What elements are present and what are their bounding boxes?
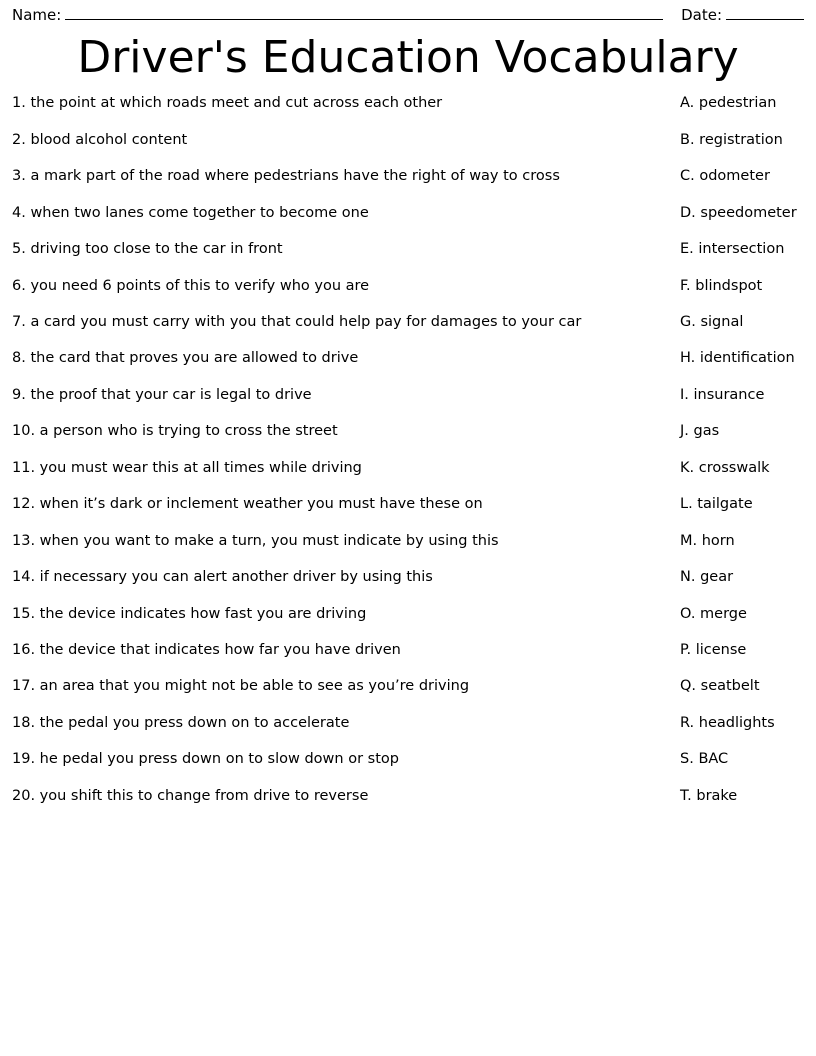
answer-item (680, 133, 804, 149)
answer-item (680, 424, 804, 440)
answer-item (680, 643, 804, 659)
answer-text: gear (700, 569, 734, 586)
answer-text: registration (699, 131, 783, 148)
answer-letter: G. (680, 314, 696, 331)
answer-text: blindspot (695, 277, 763, 294)
clue-text: the device indicates how fast you are driving (39, 605, 367, 622)
clue-number: 2. (12, 131, 26, 148)
clue-number: 8. (12, 350, 26, 367)
clue-item (12, 279, 672, 295)
answer-text: merge (700, 605, 747, 622)
answer-letter: N. (680, 569, 696, 586)
date-write-line[interactable] (726, 9, 804, 20)
clue-number: 10. (12, 423, 36, 440)
clue-item (12, 789, 672, 805)
answer-letter: H. (680, 350, 696, 367)
page-title: Driver's Education Vocabulary (77, 32, 739, 83)
answer-text: tailgate (697, 496, 753, 513)
answer-item (680, 242, 804, 258)
clue-number: 7. (12, 314, 26, 331)
answer-letter: K. (680, 459, 695, 476)
clue-number: 20. (12, 787, 36, 804)
clue-number: 9. (12, 386, 26, 403)
clue-item (12, 497, 672, 513)
clue-item (12, 351, 672, 367)
answer-item (680, 497, 804, 513)
clue-item (12, 96, 672, 112)
clue-number: 6. (12, 277, 26, 294)
answer-item (680, 169, 804, 185)
answer-text: crosswalk (698, 459, 770, 476)
clue-item (12, 242, 672, 258)
clue-number: 14. (12, 569, 36, 586)
answer-letter: D. (680, 204, 696, 221)
answer-text: intersection (698, 241, 785, 258)
answer-item (680, 351, 804, 367)
clue-text: the point at which roads meet and cut across each other (30, 95, 443, 112)
answer-letter: M. (680, 532, 698, 549)
answer-text: odometer (699, 168, 770, 185)
clue-item (12, 169, 672, 185)
clue-item (12, 643, 672, 659)
clue-number: 19. (12, 751, 36, 768)
clue-item (12, 133, 672, 149)
clue-text: he pedal you press down on to slow down or stop (39, 751, 399, 768)
clue-text: when it’s dark or inclement weather you must have these on (39, 496, 483, 513)
answer-letter: E. (680, 241, 694, 258)
clue-item (12, 679, 672, 695)
answer-item (680, 752, 804, 768)
clue-item (12, 388, 672, 404)
clue-number: 16. (12, 641, 36, 658)
answer-letter: B. (680, 131, 695, 148)
answer-text: identification (699, 350, 795, 367)
clue-item (12, 206, 672, 222)
clue-item (12, 315, 672, 331)
answer-item (680, 607, 804, 623)
answer-letter: S. (680, 751, 694, 768)
answer-item (680, 716, 804, 732)
clue-number: 3. (12, 168, 26, 185)
answer-item (680, 570, 804, 586)
worksheet-body (12, 96, 804, 825)
answer-item (680, 315, 804, 331)
clue-number: 18. (12, 714, 36, 731)
name-label: Name: (12, 6, 62, 24)
clue-text: a mark part of the road where pedestrians have the right of way to cross (30, 168, 560, 185)
clue-number: 17. (12, 678, 36, 695)
clue-text: if necessary you can alert another driver by using this (39, 569, 433, 586)
clue-item (12, 607, 672, 623)
answer-item (680, 206, 804, 222)
answer-item (680, 789, 804, 805)
clue-text: blood alcohol content (30, 131, 188, 148)
worksheet-header (12, 6, 804, 24)
answer-item (680, 679, 804, 695)
answer-item (680, 461, 804, 477)
answer-text: license (695, 641, 747, 658)
clue-text: a person who is trying to cross the street (39, 423, 338, 440)
answer-bank (672, 96, 804, 825)
answer-letter: L. (680, 496, 693, 513)
clue-item (12, 752, 672, 768)
clue-item (12, 534, 672, 550)
clue-number: 15. (12, 605, 36, 622)
answer-text: seatbelt (700, 678, 760, 695)
answer-text: speedometer (700, 204, 797, 221)
clue-text: you need 6 points of this to verify who you are (30, 277, 370, 294)
clue-text: driving too close to the car in front (30, 241, 283, 258)
clue-item (12, 424, 672, 440)
answer-letter: J. (680, 423, 689, 440)
clue-number: 12. (12, 496, 36, 513)
clue-number: 11. (12, 459, 36, 476)
answer-text: BAC (698, 751, 729, 768)
clue-text: when you want to make a turn, you must indicate by using this (39, 532, 499, 549)
answer-letter: O. (680, 605, 696, 622)
answer-item (680, 534, 804, 550)
answer-text: gas (693, 423, 720, 440)
name-write-line[interactable] (65, 9, 663, 20)
answer-text: horn (701, 532, 735, 549)
clue-item (12, 570, 672, 586)
answer-item (680, 388, 804, 404)
clue-text: the card that proves you are allowed to drive (30, 350, 359, 367)
clue-number: 5. (12, 241, 26, 258)
clue-text: the pedal you press down on to accelerate (39, 714, 350, 731)
clue-text: the device that indicates how far you have driven (39, 641, 401, 658)
clue-text: an area that you might not be able to see as you’re driving (39, 678, 470, 695)
answer-text: pedestrian (698, 95, 777, 112)
clue-item (12, 461, 672, 477)
clue-item (12, 716, 672, 732)
answer-text: signal (700, 314, 744, 331)
clue-text: you must wear this at all times while driving (39, 459, 362, 476)
date-label: Date: (681, 6, 722, 24)
clue-number: 1. (12, 95, 26, 112)
clue-text: the proof that your car is legal to drive (30, 386, 312, 403)
answer-item (680, 279, 804, 295)
clue-text: you shift this to change from drive to reverse (39, 787, 369, 804)
answer-letter: C. (680, 168, 695, 185)
clue-list (12, 96, 672, 825)
answer-text: headlights (698, 714, 775, 731)
answer-letter: I. (680, 386, 689, 403)
answer-text: brake (696, 787, 738, 804)
clue-number: 13. (12, 532, 36, 549)
answer-letter: T. (680, 787, 692, 804)
answer-letter: R. (680, 714, 695, 731)
answer-letter: P. (680, 641, 692, 658)
answer-letter: A. (680, 95, 695, 112)
answer-letter: Q. (680, 678, 697, 695)
answer-letter: F. (680, 277, 691, 294)
answer-text: insurance (693, 386, 765, 403)
clue-number: 4. (12, 204, 26, 221)
clue-text: a card you must carry with you that could help pay for damages to your car (30, 314, 582, 331)
answer-item (680, 96, 804, 112)
clue-text: when two lanes come together to become one (30, 204, 369, 221)
